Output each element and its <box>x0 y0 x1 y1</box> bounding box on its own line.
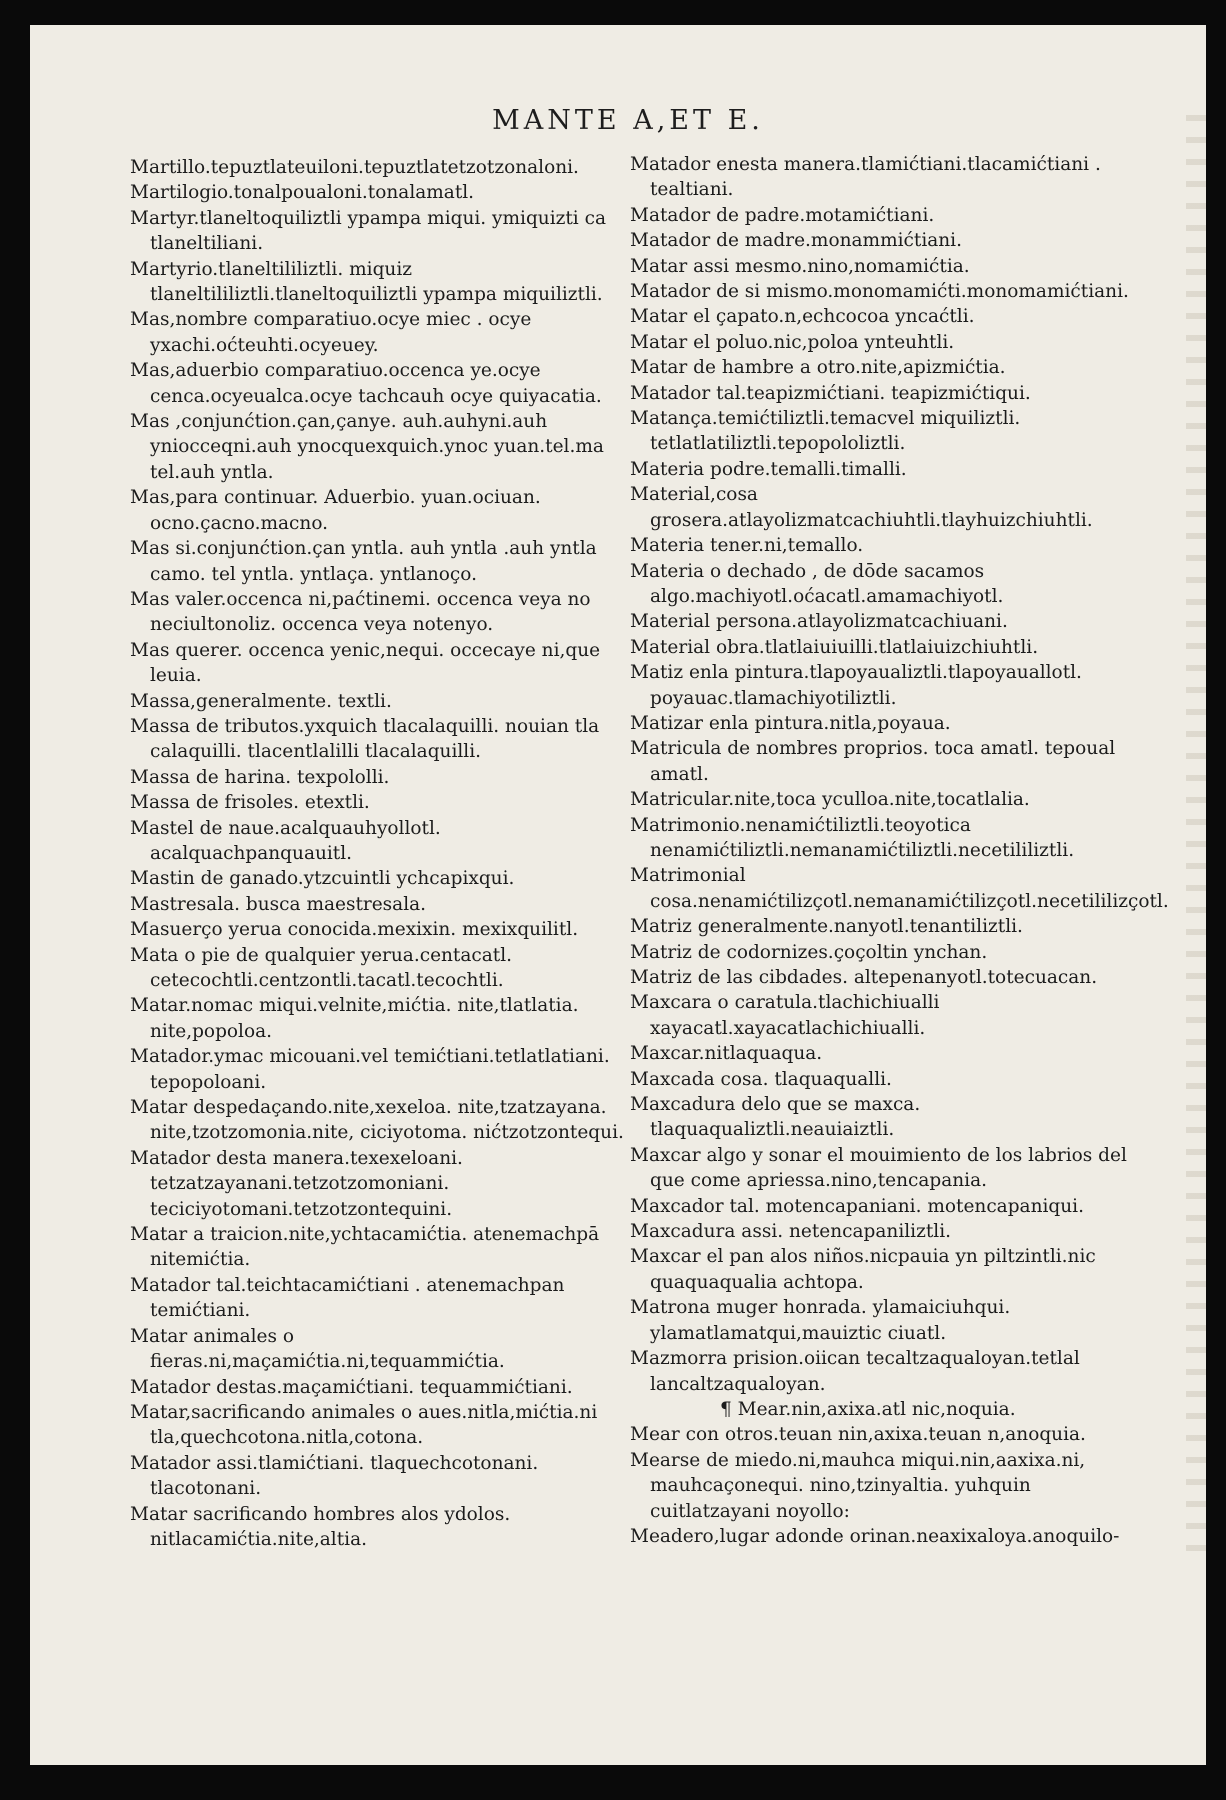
dictionary-entry: Maxcadura assi. netencapaniliztli. <box>630 1221 951 1243</box>
dictionary-entry: Matar,sacrificando animales o aues.nitla,mićtia.ni tla,quechcotona.nitla,cotona. <box>130 1401 598 1449</box>
dictionary-entry: Matador destas.maçamićtiani. tequammićtiani. <box>130 1376 573 1398</box>
dictionary-entry: Maxcada cosa. tlaquaqualli. <box>630 1068 892 1090</box>
dictionary-entry: Mata o pie de qualquier yerua.centacatl. cetecochtli.centzontli.tacatl.tecochtli. <box>130 944 513 991</box>
dictionary-entry: Matriz generalmente.nanyotl.tenantiliztli. <box>630 916 1023 938</box>
dictionary-entry: Matador de padre.motamićtiani. <box>630 204 935 226</box>
dictionary-entry: Matador assi.tlamićtiani. tlaquechcotonani. tlacotonani. <box>130 1452 539 1500</box>
dictionary-entry: Materia tener.ni,temallo. <box>630 535 864 557</box>
dictionary-entry: Matador desta manera.texexeloani. tetzatzayanani.tetzotzomoniani. teciciyotomani.tetzotzontequini. <box>130 1147 463 1220</box>
dictionary-entry: Matador enesta manera.tlamićtiani.tlacamićtiani . tealtiani. <box>630 154 1101 201</box>
dictionary-entry: Mas ,conjunćtion.çan,çanye. auh.auhyni.auh yniocceqni.auh ynocquexquich.ynoc yuan.tel.ma tel.auh yntla. <box>130 411 604 483</box>
dictionary-entry: Matador tal.teichtacamićtiani . atenemachpan temićtiani. <box>130 1274 565 1322</box>
dictionary-entry: Matar sacrificando hombres alos ydolos. nitlacamićtia.nite,altia. <box>130 1503 511 1550</box>
dictionary-entry: Mazmorra prision.oiican tecaltzaqualoyan.tetlal lancaltzaqualoyan. <box>630 1348 1080 1395</box>
dictionary-entry: Maxcar el pan alos niños.nicpauia yn piltzintli.nic quaquaqualia achtopa. <box>630 1246 1096 1293</box>
dictionary-entry: Matar el poluo.nic,poloa ynteuhtli. <box>630 331 955 353</box>
dictionary-entry: Meadero,lugar adonde orinan.neaxixaloya.anoquilo- <box>630 1525 1120 1547</box>
dictionary-entry: Mear con otros.teuan nin,axixa.teuan n,anoquia. <box>630 1424 1086 1446</box>
dictionary-entry: Matar a traicion.nite,ychtacamićtia. atenemachpā nitemićtia. <box>130 1224 600 1271</box>
dictionary-entry: Matizar enla pintura.nitla,poyaua. <box>630 712 951 734</box>
dictionary-entry: Martyr.tlaneltoquiliztli ypampa miqui. ymiquizti ca tlaneltiliani. <box>130 207 606 255</box>
dictionary-entry: Maxcara o caratula.tlachichiualli xayacatl.xayacatlachichiualli. <box>630 992 940 1039</box>
dictionary-entry: Materia podre.temalli.timalli. <box>630 458 907 480</box>
dictionary-entry: Massa de tributos.yxquich tlacalaquilli. nouian tla calaquilli. tlacentlalilli tlacalaquilli. <box>130 715 600 763</box>
dictionary-entry: Matador de madre.monammićtiani. <box>630 230 962 252</box>
dictionary-entry: Matrona muger honrada. ylamaiciuhqui. ylamatlamatqui,mauiztic ciuatl. <box>630 1297 1011 1344</box>
dictionary-entry: Matar de hambre a otro.nite,apizmićtia. <box>630 357 1006 379</box>
dictionary-entry: Matricular.nite,toca yculloa.nite,tocatlalia. <box>630 789 1030 811</box>
dictionary-entry: Matar animales o fieras.ni,maçamićtia.ni,tequammićtia. <box>130 1325 505 1373</box>
running-header: MANTE A,ET E. <box>492 105 764 136</box>
dictionary-entry: Maxcar algo y sonar el mouimiento de los labrios del que come apriessa.nino,tencapania. <box>630 1144 1127 1192</box>
right-column <box>630 152 1169 1549</box>
dictionary-entry: Matiz enla pintura.tlapoyaualiztli.tlapoyauallotl. poyauac.tlamachiyotiliztli. <box>630 662 1082 709</box>
dictionary-entry: Masuerço yerua conocida.mexixin. mexixquilitl. <box>130 919 579 941</box>
book-page <box>30 25 1206 1765</box>
dictionary-entry: Matador tal.teapizmićtiani. teapizmićtiqui. <box>630 382 1031 404</box>
dictionary-entry: Maxcadura delo que se maxca. tlaquaqualiztli.neauiaiztli. <box>630 1094 921 1141</box>
dictionary-entry: Matar el çapato.n,echcocoa yncaćtli. <box>630 306 975 328</box>
dictionary-entry: Matrimonio.nenamićtiliztli.teoyotica nenamićtiliztli.nemanamićtiliztli.necetililiztli. <box>630 814 1075 861</box>
dictionary-entry: Mas,para continuar. Aduerbio. yuan.ociuan. ocno.çacno.macno. <box>130 487 541 534</box>
dictionary-entry: Material persona.atlayolizmatcachiuani. <box>630 611 1008 633</box>
dictionary-entry: Martillo.tepuztlateuiloni.tepuztlatetzotzonaloni. <box>130 157 579 178</box>
dictionary-entry: Mas,aduerbio comparatiuo.occenca ye.ocye cenca.ocyeualca.ocye tachcauh ocye quiyacatia. <box>130 360 602 407</box>
dictionary-entry: Matança.temićtiliztli.temacvel miquiliztli. tetlatlatiliztli.tepopololiztli. <box>630 408 1021 455</box>
dictionary-entry: Matar.nomac miqui.velnite,mićtia. nite,tlatlatia. nite,popoloa. <box>130 995 579 1042</box>
dictionary-entry: Matricula de nombres proprios. toca amatl. tepoual amatl. <box>630 738 1116 785</box>
dictionary-entry: Mastresala. busca maestresala. <box>130 893 427 915</box>
dictionary-entry: Matar despedaçando.nite,xexeloa. nite,tzatzayana. nite,tzotzomonia.nite, ciciyotoma. nićtzotzontequi. <box>130 1097 624 1144</box>
dictionary-entry: Matrimonial cosa.nenamićtilizçotl.nemanamićtilizçotl.necetililizçotl. <box>630 865 1169 912</box>
dictionary-entry: Maxcador tal. motencapaniani. motencapaniqui. <box>630 1195 1084 1217</box>
dictionary-entry: Matador.ymac micouani.vel temićtiani.tetlatlatiani. tepopoloani. <box>130 1046 610 1093</box>
dictionary-entry: Matriz de las cibdades. altepenanyotl.totecuacan. <box>630 967 1098 988</box>
dictionary-entry: ¶ Mear.nin,axixa.atl nic,noquia. <box>720 1398 1016 1420</box>
dictionary-entry: Massa de harina. texpololli. <box>130 766 390 788</box>
dictionary-entry: Maxcar.nitlaquaqua. <box>630 1043 823 1065</box>
dictionary-entry: Martyrio.tlaneltililiztli. miquiz tlaneltililiztli.tlaneltoquiliztli ypampa miquiliztli. <box>130 258 603 306</box>
dictionary-entry: Mas querer. occenca yenic,nequi. occecaye ni,que leuia. <box>130 639 601 687</box>
dictionary-entry: Martilogio.tonalpoualoni.tonalamatl. <box>130 182 475 204</box>
dictionary-entry: Mas si.conjunćtion.çan yntla. auh yntla .auh yntla camo. tel yntla. yntlaça. yntlanoço. <box>130 538 597 585</box>
dictionary-entry: Mearse de miedo.ni,mauhca miqui.nin,aaxixa.ni, mauhcaçonequi. nino,tzinyaltia. yuhquin cuitlatzayani noyollo: <box>630 1449 1086 1522</box>
dictionary-entry: Mas valer.occenca ni,paćtinemi. occenca veya no neciultonoliz. occenca veya notenyo. <box>130 588 591 636</box>
dictionary-entry: Material obra.tlatlaiuiuilli.tlatlaiuizchiuhtli. <box>630 636 1039 658</box>
dictionary-entry: Material,cosa grosera.atlayolizmatcachiuhtli.tlayhuizchiuhtli. <box>630 484 1093 531</box>
dictionary-entry: Mastel de naue.acalquauhyollotl. acalquachpanquauitl. <box>130 817 441 864</box>
dictionary-entry: Massa,generalmente. textli. <box>130 690 392 712</box>
facing-page-edge <box>1186 115 1206 1565</box>
dictionary-entry: Mastin de ganado.ytzcuintli ychcapixqui. <box>130 868 515 890</box>
dictionary-entry: Materia o dechado , de dōde sacamos algo.machiyotl.oćacatl.amamachiyotl. <box>630 560 1004 607</box>
dictionary-entry: Matador de si mismo.monomamićti.monomamićtiani. <box>630 281 1129 303</box>
dictionary-entry: Matar assi mesmo.nino,nomamićtia. <box>630 255 970 277</box>
left-column <box>130 155 645 1552</box>
dictionary-entry: Matriz de codornizes.çoçoltin ynchan. <box>630 941 988 963</box>
dictionary-entry: Mas,nombre comparatiuo.ocye miec . ocye yxachi.oćteuhti.ocyeuey. <box>130 309 532 356</box>
dictionary-entry: Massa de frisoles. etextli. <box>130 792 370 814</box>
